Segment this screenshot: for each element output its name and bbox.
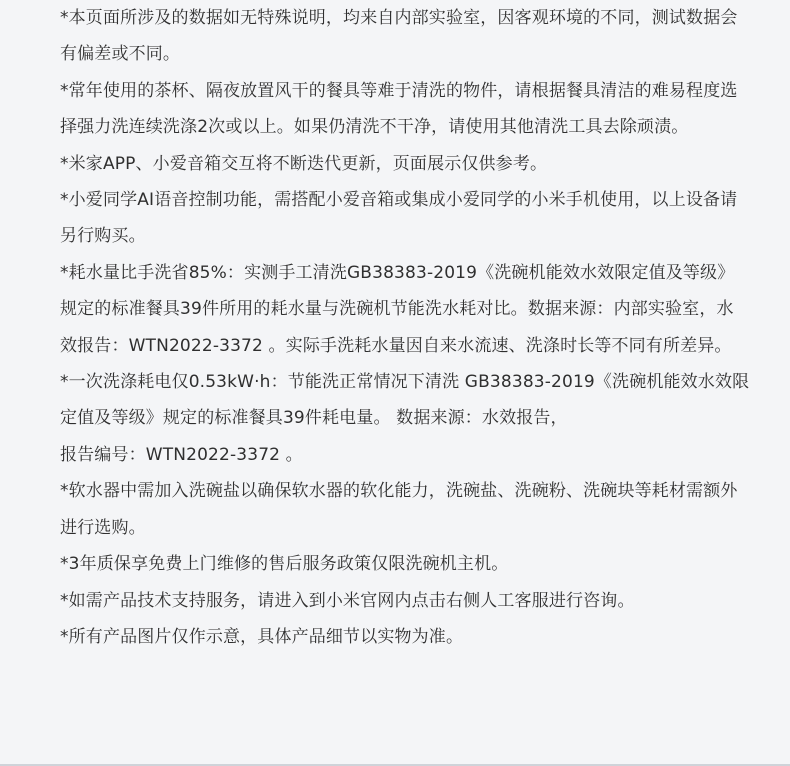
note-power-consumption: *一次洗涤耗电仅0.53kW·h：节能洗正常情况下清洗 GB38383-2019《洗碗机能效水效限定值及等级》规定的标准餐具39件耗电量。 数据来源：水效报告， xyxy=(60,372,750,429)
note-report-number: 报告编号：WTN2022-3372 。 xyxy=(60,444,303,465)
note-test-data: *本页面所涉及的数据如无特殊说明，均来自内部实验室，因客观环境的不同，测试数据会有偏差或不同。 xyxy=(60,8,738,65)
note-warranty: *3年质保享免费上门维修的售后服务政策仅限洗碗机主机。 xyxy=(60,554,509,575)
note-image-disclaimer: *所有产品图片仅作示意，具体产品细节以实物为准。 xyxy=(60,626,464,647)
note-softener-salt: *软水器中需加入洗碗盐以确保软水器的软化能力，洗碗盐、洗碗粉、洗碗块等耗材需额外进行选购。 xyxy=(60,481,738,538)
note-app-updates: *米家APP、小爱音箱交互将不断迭代更新，页面展示仅供参考。 xyxy=(60,153,548,174)
note-tech-support: *如需产品技术支持服务，请进入到小米官网内点击右侧人工客服进行咨询。 xyxy=(60,590,635,611)
note-voice-control: *小爱同学AI语音控制功能，需搭配小爱音箱或集成小爱同学的小米手机使用，以上设备请另行购买。 xyxy=(60,190,738,247)
note-water-saving: *耗水量比手洗省85%：实测手工清洗GB38383-2019《洗碗机能效水效限定值及等级》规定的标准餐具39件所用的耗水量与洗碗机节能洗水耗对比。数据来源：内部实验室，水效报告：WTN2022-3372 。实际手洗耗水量因自来水流速、洗涤时长等不同有所差异。 xyxy=(60,262,735,356)
note-stubborn-stains: *常年使用的茶杯、隔夜放置风干的餐具等难于清洗的物件，请根据餐具清洁的难易程度选择强力洗连续洗涤2次或以上。如果仍清洗不干净，请使用其他清洗工具去除顽渍。 xyxy=(60,80,738,138)
disclaimer-notes xyxy=(60,0,750,655)
